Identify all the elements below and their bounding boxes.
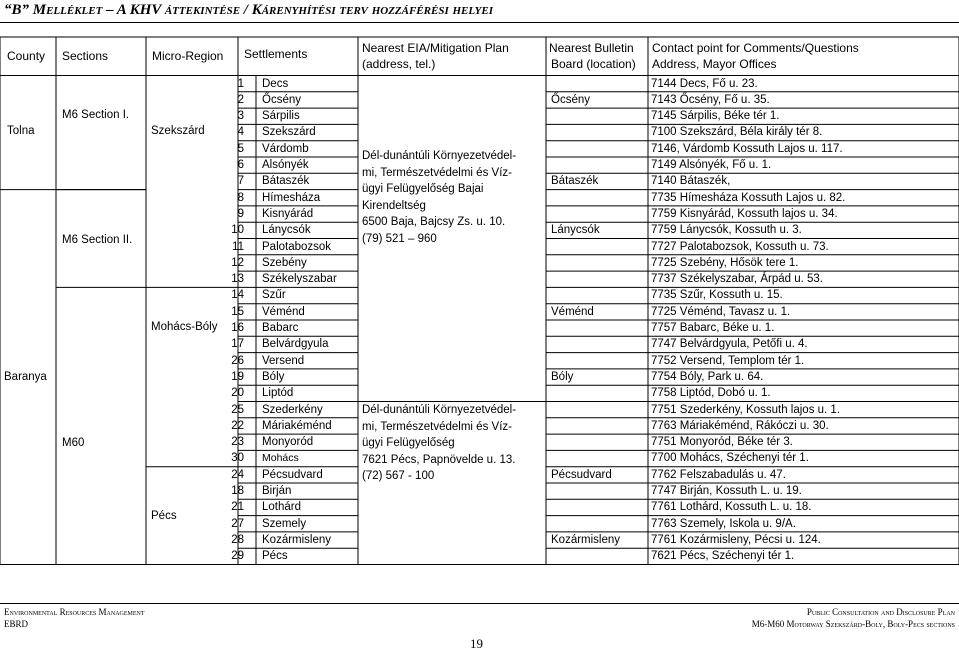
- row-settlement: Véménd: [262, 305, 305, 318]
- row-contact-address: 7757 Babarc, Béke u. 1.: [651, 322, 775, 334]
- row-number: 27: [231, 517, 244, 530]
- row-bulletin-board: Véménd: [551, 305, 594, 318]
- row-settlement: Kisnyárád: [262, 207, 314, 220]
- row-settlement: Versend: [262, 354, 305, 367]
- eia-baja-line: (79) 521 – 960: [362, 232, 437, 245]
- row-number: 10: [231, 224, 244, 237]
- row-number: 2: [237, 93, 244, 106]
- row-number: 22: [231, 419, 244, 432]
- micro-region-pecs: Pécs: [151, 510, 177, 522]
- county-baranya: Baranya: [4, 371, 47, 383]
- row-settlement: Monyoród: [262, 436, 314, 449]
- header-county: County: [7, 49, 46, 63]
- row-settlement: Babarc: [262, 322, 299, 334]
- eia-baja-line: Kirendeltség: [362, 199, 426, 212]
- header-eia-line2: (address, tel.): [362, 57, 436, 71]
- eia-baja-line: Dél-dunántúli Környezetvédel-: [362, 150, 517, 162]
- row-number: 15: [231, 305, 244, 318]
- row-contact-address: 7145 Sárpilis, Béke tér 1.: [651, 110, 780, 123]
- section-m6-2: M6 Section II.: [62, 234, 133, 246]
- row-settlement: Szekszárd: [262, 126, 316, 139]
- eia-baja-line: 6500 Baja, Bajcsy Zs. u. 10.: [362, 216, 506, 228]
- row-settlement: Liptód: [262, 387, 294, 400]
- header-eia-line1: Nearest EIA/Mitigation Plan: [362, 41, 509, 55]
- header-contact-line2: Address, Mayor Offices: [652, 57, 777, 71]
- row-contact-address: 7759 Lánycsók, Kossuth u. 3.: [651, 224, 802, 237]
- row-number: 26: [231, 354, 244, 367]
- row-settlement: Pécsudvard: [262, 468, 323, 481]
- eia-block-pecs: [362, 402, 546, 485]
- row-contact-address: 7761 Kozármisleny, Pécsi u. 124.: [651, 533, 821, 546]
- row-settlement: Birján: [262, 485, 292, 497]
- row-number: 19: [231, 370, 244, 383]
- row-number: 5: [237, 142, 244, 155]
- footer-right-line2: M6-M60 Motorway Szekszárd-Boly, Boly-Pecs sections: [751, 619, 955, 629]
- row-settlement: Alsónyék: [262, 159, 309, 171]
- row-number: 12: [231, 256, 244, 269]
- row-contact-address: 7100 Szekszárd, Béla király tér 8.: [651, 126, 823, 139]
- eia-baja-line: mi, Természetvédelmi és Víz-: [362, 166, 512, 179]
- row-contact-address: 7735 Hímesháza Kossuth Lajos u. 82.: [651, 191, 846, 204]
- row-number: 13: [231, 273, 244, 286]
- row-number: 23: [231, 436, 244, 449]
- row-number: 3: [237, 110, 244, 123]
- row-number: 14: [231, 289, 244, 302]
- row-bulletin-board: Bóly: [551, 370, 574, 383]
- row-settlement: Várdomb: [262, 142, 309, 155]
- eia-block-baja: [362, 148, 546, 247]
- row-number: 18: [231, 485, 244, 497]
- row-bulletin-board: Kozármisleny: [551, 533, 621, 546]
- row-settlement: Sárpilis: [262, 110, 300, 123]
- row-contact-address: 7146, Várdomb Kossuth Lajos u. 117.: [651, 142, 843, 155]
- footer-right-line1: Public Consultation and Disclosure Plan: [806, 607, 955, 617]
- micro-region-szekszard: Szekszárd: [151, 125, 205, 137]
- page-number: 19: [470, 636, 483, 651]
- row-number: 25: [231, 403, 244, 416]
- row-number: 6: [237, 159, 244, 171]
- page-header-title: “B” Melléklet – A KHV áttekintése / Kárenyhítési terv hozzáférési helyei: [4, 2, 494, 18]
- row-settlement: Lánycsók: [262, 224, 311, 237]
- row-settlement: Székelyszabar: [262, 273, 337, 286]
- row-settlement: Mohács: [262, 452, 299, 465]
- row-contact-address: 7737 Székelyszabar, Árpád u. 53.: [651, 273, 823, 286]
- row-contact-address: 7143 Őcsény, Fő u. 35.: [651, 93, 770, 106]
- row-number: 7: [237, 175, 244, 188]
- micro-region-mohacs-boly: Mohács-Bóly: [151, 321, 218, 333]
- row-contact-address: 7144 Decs, Fő u. 23.: [651, 77, 758, 90]
- row-settlement: Kozármisleny: [262, 533, 332, 546]
- row-contact-address: 7149 Alsónyék, Fő u. 1.: [651, 159, 772, 171]
- row-settlement: Palotabozsok: [262, 240, 332, 253]
- row-contact-address: 7754 Bóly, Park u. 64.: [651, 370, 764, 383]
- header-bulletin-line2: Board (location): [551, 57, 636, 71]
- footer-left-line1: Environmental Resources Management: [4, 607, 145, 617]
- county-tolna: Tolna: [7, 125, 35, 137]
- row-bulletin-board: Bátaszék: [551, 175, 599, 188]
- row-settlement: Decs: [262, 77, 289, 90]
- row-contact-address: 7747 Belvárdgyula, Petőfi u. 4.: [651, 338, 808, 351]
- header-contact-line1: Contact point for Comments/Questions: [652, 41, 859, 55]
- row-settlement: Szederkény: [262, 403, 323, 416]
- row-contact-address: 7140 Bátaszék,: [651, 175, 731, 188]
- row-number: 21: [231, 501, 244, 514]
- row-number: 24: [231, 468, 244, 481]
- row-settlement: Bóly: [262, 370, 285, 383]
- row-settlement: Máriakéménd: [262, 419, 332, 432]
- eia-pecs-line: ügyi Felügyelőség: [362, 437, 455, 449]
- row-contact-address: 7747 Birján, Kossuth L. u. 19.: [651, 485, 802, 497]
- header-settlements: Settlements: [244, 47, 308, 61]
- row-number: 4: [237, 126, 244, 139]
- section-m60: M60: [62, 437, 85, 449]
- row-contact-address: 7700 Mohács, Széchenyi tér 1.: [651, 452, 809, 465]
- row-contact-address: 7763 Máriakéménd, Rákóczi u. 30.: [651, 419, 829, 432]
- row-contact-address: 7725 Véménd, Tavasz u. 1.: [651, 305, 791, 318]
- row-contact-address: 7751 Monyoród, Béke tér 3.: [651, 436, 793, 449]
- row-settlement: Őcsény: [262, 93, 301, 106]
- row-number: 28: [231, 533, 244, 546]
- row-number: 11: [232, 240, 244, 253]
- footer-rule: [0, 603, 959, 604]
- row-bulletin-board: Pécsudvard: [551, 468, 612, 481]
- row-contact-address: 7761 Lothárd, Kossuth L. u. 18.: [651, 501, 812, 514]
- row-settlement: Hímesháza: [262, 191, 321, 204]
- row-number: 20: [231, 387, 244, 400]
- row-bulletin-board: Őcsény: [551, 93, 590, 106]
- header-bulletin-line1: Nearest Bulletin: [549, 41, 634, 55]
- eia-pecs-line: Dél-dunántúli Környezetvédel-: [362, 404, 517, 416]
- row-settlement: Belvárdgyula: [262, 338, 329, 351]
- eia-pecs-line: (72) 567 - 100: [362, 470, 435, 482]
- row-settlement: Lothárd: [262, 501, 302, 514]
- eia-pecs-line: 7621 Pécs, Papnövelde u. 13.: [362, 453, 516, 466]
- eia-pecs-line: mi, Természetvédelmi és Víz-: [362, 420, 512, 433]
- row-number: 29: [231, 550, 244, 563]
- row-contact-address: 7759 Kisnyárád, Kossuth lajos u. 34.: [651, 207, 838, 220]
- section-m6-1: M6 Section I.: [62, 109, 130, 121]
- row-contact-address: 7725 Szebény, Hősök tere 1.: [651, 256, 799, 269]
- row-settlement: Szemely: [262, 517, 307, 530]
- row-contact-address: 7762 Felszabadulás u. 47.: [651, 468, 786, 481]
- row-contact-address: 7727 Palotabozsok, Kossuth u. 73.: [651, 240, 829, 253]
- row-contact-address: 7735 Szűr, Kossuth u. 15.: [651, 289, 783, 302]
- row-number: 16: [231, 322, 244, 334]
- header-micro-region: Micro-Region: [152, 49, 224, 63]
- row-contact-address: 7751 Szederkény, Kossuth lajos u. 1.: [651, 403, 841, 416]
- row-contact-address: 7763 Szemely, Iskola u. 9/A.: [651, 517, 796, 530]
- row-number: 17: [231, 338, 244, 351]
- eia-baja-line: ügyi Felügyelőség Bajai: [362, 183, 484, 195]
- header-sections: Sections: [62, 49, 109, 63]
- row-number: 1: [237, 77, 244, 90]
- row-settlement: Szebény: [262, 256, 307, 269]
- row-number: 9: [237, 207, 244, 220]
- row-number: 8: [237, 191, 244, 204]
- row-contact-address: 7758 Liptód, Dobó u. 1.: [651, 387, 771, 400]
- row-contact-address: 7621 Pécs, Széchenyi tér 1.: [651, 550, 795, 563]
- row-contact-address: 7752 Versend, Templom tér 1.: [651, 354, 805, 367]
- footer-left-line2: EBRD: [4, 619, 29, 629]
- row-settlement: Pécs: [262, 550, 288, 563]
- row-settlement: Bátaszék: [262, 175, 310, 188]
- row-number: 30: [231, 452, 244, 465]
- row-bulletin-board: Lánycsók: [551, 224, 600, 237]
- row-settlement: Szűr: [262, 289, 286, 302]
